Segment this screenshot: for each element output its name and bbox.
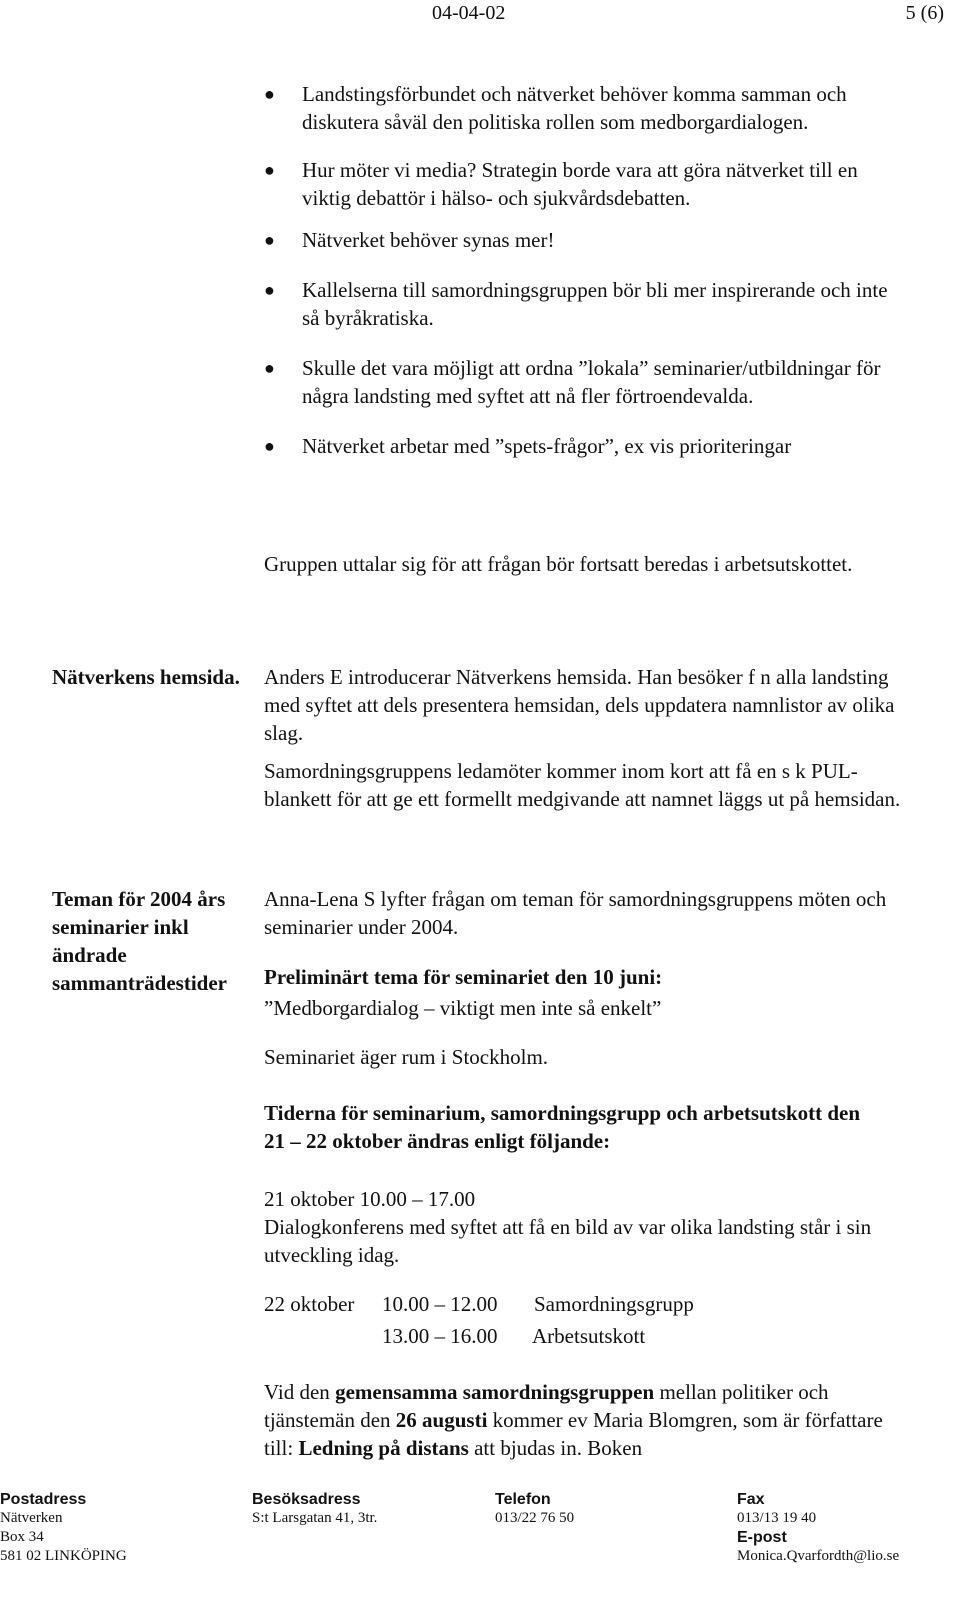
footer-value: 581 02 LINKÖPING: [0, 1548, 127, 1564]
bullet-icon: ●: [264, 230, 275, 250]
bullet-icon: ●: [264, 84, 275, 104]
footer-besoksadress: [252, 1490, 377, 1528]
footer-label: Fax: [737, 1491, 765, 1508]
bullet-text: Kallelserna till samordningsgruppen bör bli mer inspirerande och inte så byråkratiska.: [302, 278, 888, 330]
oct22-time-1: 10.00 – 12.00: [382, 1292, 498, 1316]
final-paragraph: Vid den gemensamma samordningsgruppen mellan politiker och tjänstemän den 26 augusti kommer ev Maria Blomgren, som är författare till: Ledning på distans att bjudas in. Boken: [264, 1380, 883, 1460]
oct21-time: 21 oktober 10.00 – 17.00: [264, 1187, 476, 1211]
bullet-text: Skulle det vara möjligt att ordna ”lokala” seminarier/utbildningar för några landsting med syftet att nå fler förtroendevalda.: [302, 356, 881, 408]
footer-label: Besöksadress: [252, 1491, 361, 1508]
bullet-icon: ●: [264, 358, 275, 378]
theme-value: ”Medborgardialog – viktigt men inte så enkelt”: [264, 996, 662, 1020]
footer-postadress: [0, 1490, 127, 1566]
oct22-day: 22 oktober: [264, 1292, 355, 1316]
oct21-description: Dialogkonferens med syftet att få en bild av var olika landsting står i sin utveckling idag.: [264, 1215, 872, 1267]
footer-telefon: [495, 1490, 574, 1528]
bullet-conclusion: Gruppen uttalar sig för att frågan bör fortsatt beredas i arbetsutskottet.: [264, 552, 853, 576]
emphasis-book-title: Ledning på distans: [298, 1436, 469, 1460]
homepage-paragraph-2: Samordningsgruppens ledamöter kommer inom kort att få en s k PUL-blankett för att ge ett formellt medgivande att namnet läggs ut på hemsidan.: [264, 759, 901, 811]
list-item: [264, 226, 904, 254]
footer-email[interactable]: Monica.Qvarfordth@lio.se: [737, 1548, 900, 1564]
seminar-location: Seminariet äger rum i Stockholm.: [264, 1045, 549, 1069]
section-heading-themes: Teman för 2004 års seminarier inkl ändrade sammanträdestider: [52, 887, 227, 995]
footer-label: E-post: [737, 1529, 787, 1546]
bullet-text: Hur möter vi media? Strategin borde vara att göra nätverket till en viktig debattör i hälso- och sjukvårdsdebatten.: [302, 158, 858, 210]
footer-value: S:t Larsgatan 41, 3tr.: [252, 1510, 378, 1526]
oct22-event-2: Arbetsutskott: [532, 1324, 646, 1348]
bullet-icon: ●: [264, 160, 275, 180]
list-item: [264, 80, 904, 136]
footer-fax-epost: [737, 1490, 899, 1566]
header-date: 04-04-02: [432, 2, 506, 24]
bullet-text: Landstingsförbundet och nätverket behöver komma samman och diskutera såväl den politiska rollen som medborgardialogen.: [302, 82, 847, 134]
oct22-time-2: 13.00 – 16.00: [382, 1324, 498, 1348]
footer-value: Nätverken: [0, 1510, 63, 1526]
emphasis-date: 26 augusti: [395, 1408, 488, 1432]
footer-value: 013/13 19 40: [737, 1510, 817, 1526]
footer-label: Telefon: [495, 1491, 551, 1508]
list-item: [264, 156, 904, 212]
header-page-number: 5 (6): [905, 2, 944, 24]
bullet-text: Nätverket arbetar med ”spets-frågor”, ex vis prioriteringar: [302, 434, 792, 458]
list-item: [264, 354, 904, 410]
themes-paragraph-1: Anna-Lena S lyfter frågan om teman för samordningsgruppens möten och seminarier under 2004.: [264, 887, 887, 939]
footer-value: Box 34: [0, 1529, 44, 1545]
theme-label: Preliminärt tema för seminariet den 10 juni:: [264, 965, 663, 989]
list-item: [264, 276, 904, 332]
list-item: [264, 432, 904, 460]
bullet-icon: ●: [264, 280, 275, 300]
bullet-list: [264, 80, 904, 460]
bullet-text: Nätverket behöver synas mer!: [302, 228, 555, 252]
section-heading-homepage: Nätverkens hemsida.: [52, 665, 240, 689]
times-heading: Tiderna för seminarium, samordningsgrupp och arbetsutskott den 21 – 22 oktober ändras enligt följande:: [264, 1101, 861, 1153]
oct22-event-1: Samordningsgrupp: [534, 1292, 694, 1316]
emphasis-joint-group: gemensamma samordningsgruppen: [335, 1380, 655, 1404]
homepage-paragraph-1: Anders E introducerar Nätverkens hemsida. Han besöker f n alla landsting med syftet att dels presentera hemsidan, dels uppdatera namnlistor av olika slag.: [264, 665, 895, 745]
footer-label: Postadress: [0, 1491, 87, 1508]
bullet-icon: ●: [264, 436, 275, 456]
footer-value: 013/22 76 50: [495, 1510, 575, 1526]
